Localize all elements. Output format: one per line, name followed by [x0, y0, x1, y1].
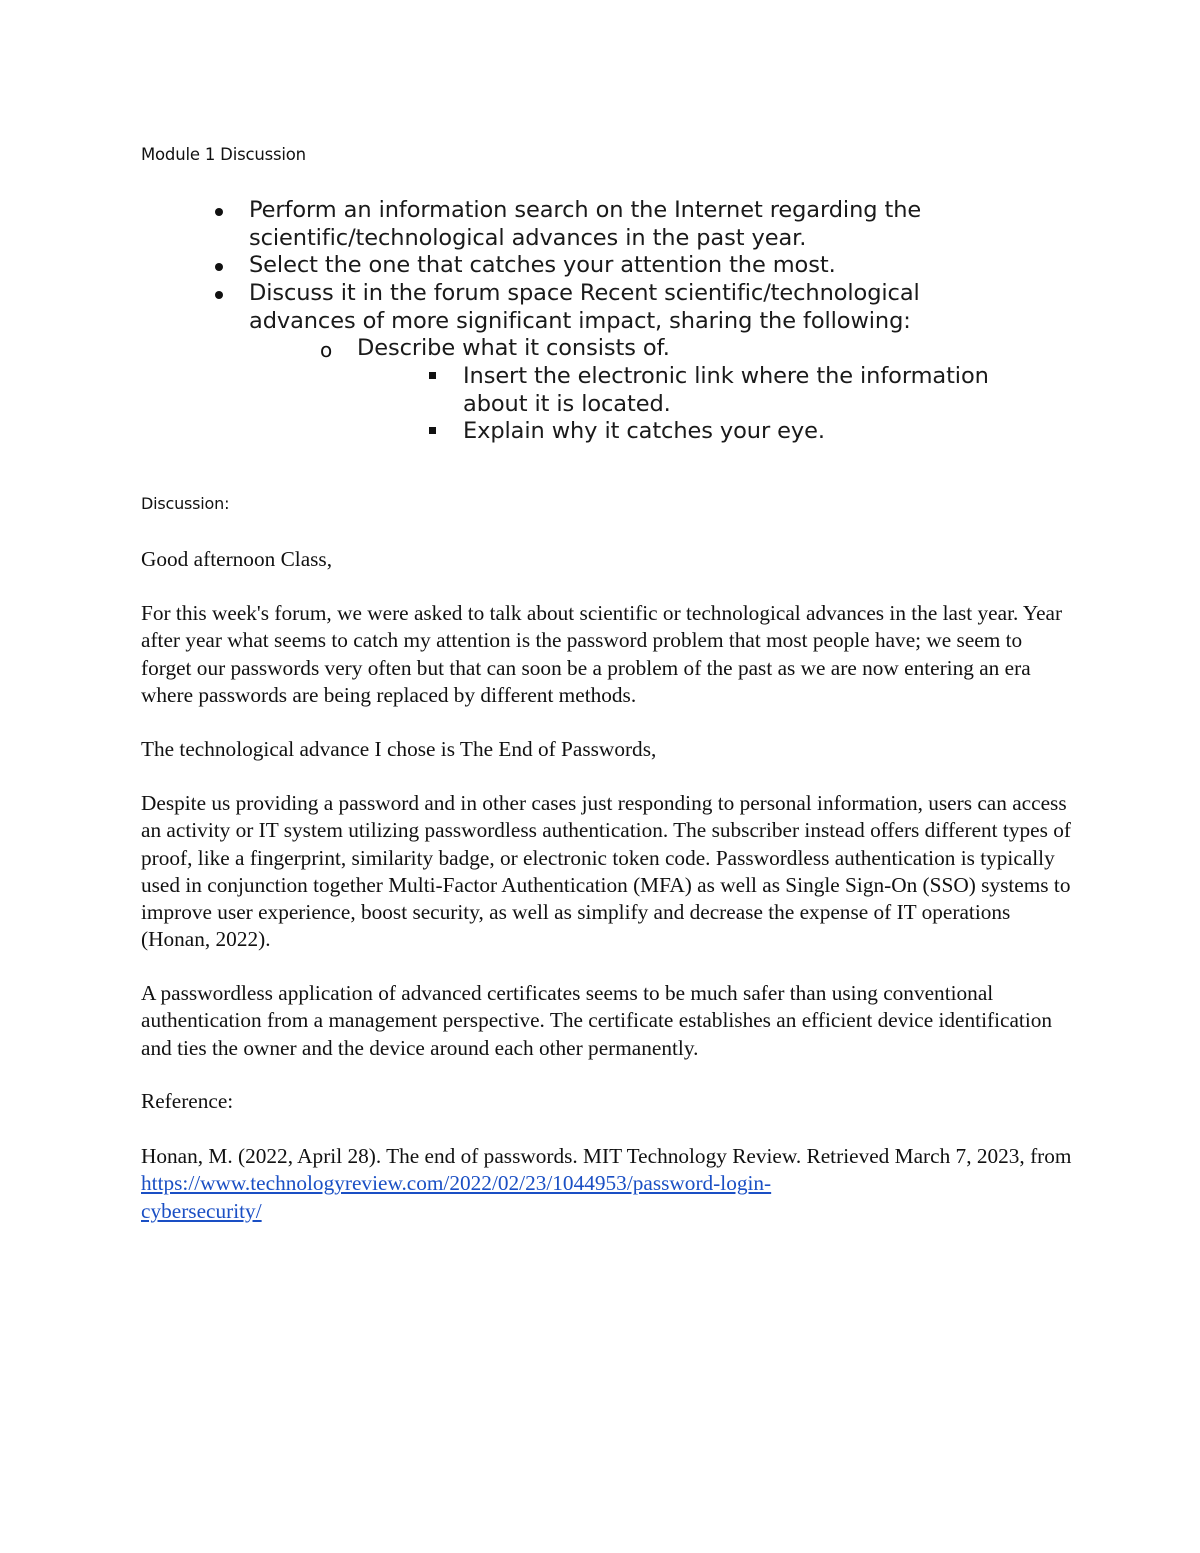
bullet-icon [215, 291, 223, 299]
square-bullet-icon [429, 427, 436, 434]
paragraph-2: The technological advance I chose is The End of Passwords, [141, 737, 657, 761]
paragraph-3: Despite us providing a password and in other cases just responding to personal information, users can access an activity or IT system utilizing passwordless authentication. The subscriber instead offers different types of proof, like a fingerprint, similarity badge, or electronic token code. Passwordless authentication is typically used in conjunction together Multi-Factor Authentication (MFA) as well as Single Sign-On (SSO) systems to improve user experience, boost security, as well as simplify and decrease the expense of IT operations (Honan, 2022). [141, 791, 1071, 952]
reference-text: Honan, M. (2022, April 28). The end of passwords. MIT Technology Review. Retrieved March 7, 2023, from [141, 1144, 1072, 1168]
bullet-icon [215, 208, 223, 216]
task-item: Perform an information search on the Internet regarding the scientific/technological advances in the past year. [249, 197, 922, 251]
reference-heading [141, 1088, 1071, 1115]
paragraph [141, 736, 1071, 763]
reference-link-part-1[interactable]: https://www.technologyreview.com/2022/02/23/1044953/password-login- [141, 1171, 772, 1196]
paragraph [141, 980, 1071, 1062]
reference-label: Reference: [141, 1089, 234, 1113]
task-item: Select the one that catches your attention the most. [249, 252, 836, 278]
sub-sub-task-item: Insert the electronic link where the information about it is located. [463, 363, 989, 417]
document-title: Module 1 Discussion [141, 145, 306, 164]
greeting-text: Good afternoon Class, [141, 547, 333, 571]
reference-link-part-2[interactable]: cybersecurity/ [141, 1198, 262, 1223]
discussion-heading: Discussion: [141, 494, 230, 513]
square-bullet-icon [429, 372, 436, 379]
reference-link[interactable] [141, 1171, 771, 1222]
sub-sub-task-item: Explain why it catches your eye. [463, 418, 825, 444]
paragraph-1: For this week's forum, we were asked to talk about scientific or technological advances in the last year. Year after year what seems to catch my attention is the password problem that most people have; we seem to forget our passwords very often but that can soon be a problem of the past as we are now entering an era where passwords are being replaced by different methods. [141, 601, 1063, 707]
task-item: Discuss it in the forum space Recent scientific/technological advances of more significant impact, sharing the following: [249, 280, 920, 334]
greeting [141, 546, 1071, 573]
paragraph-4: A passwordless application of advanced certificates seems to be much safer than using conventional authentication from a management perspective. The certificate establishes an efficient device identification and ties the owner and the device around each other permanently. [141, 981, 1053, 1060]
bullet-icon [215, 263, 223, 271]
paragraph [141, 600, 1071, 709]
sub-task-item: Describe what it consists of. [357, 335, 670, 361]
paragraph [141, 790, 1071, 954]
sub-bullet-marker: o [320, 338, 333, 362]
reference-entry [141, 1143, 1081, 1225]
